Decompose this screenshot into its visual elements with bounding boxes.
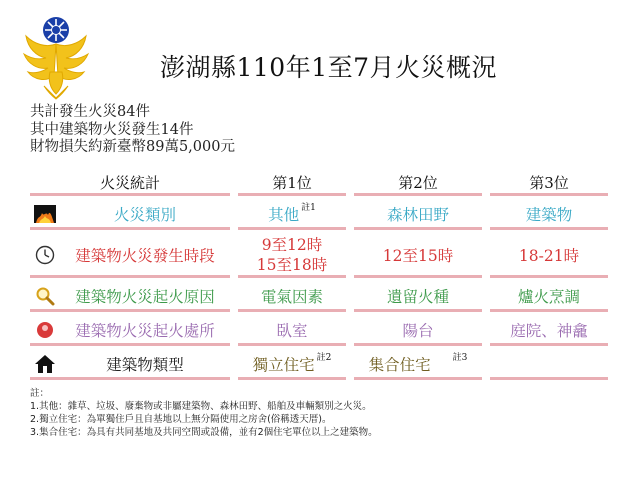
table-row (30, 348, 608, 380)
table-row (30, 232, 608, 278)
summary-building: 其中建築物火災發生14件 (30, 121, 194, 138)
row-label-time-period: 建築物火災發生時段 (30, 232, 230, 278)
footnotes (30, 387, 378, 439)
row4-rank1: 臥室 (238, 314, 346, 346)
footnote-3: 3.集合住宅：為具有共同基地及共同空間或設備，並有2個住宅單位以上之建築物。 (30, 427, 378, 438)
clock-icon (34, 244, 56, 266)
magnifier-icon (34, 285, 56, 307)
row4-rank3: 庭院、神龕 (490, 314, 608, 346)
location-pin-icon (34, 319, 56, 341)
row5-rank1: 獨立住宅 註2 (238, 348, 346, 380)
row3-rank2: 遺留火種 (354, 280, 482, 312)
flame-icon (34, 203, 56, 225)
summary-loss: 財物損失約新臺幣89萬5,000元 (30, 139, 235, 155)
row3-rank1: 電氣因素 (238, 280, 346, 312)
row-label-location: 建築物火災起火處所 (30, 314, 230, 346)
row1-rank2: 森林田野 (354, 198, 482, 230)
fire-department-emblem-icon (20, 14, 92, 100)
row2-rank3: 18-21時 (490, 232, 608, 278)
row-label-fire-category: 火災類別 (30, 198, 230, 230)
row5-rank2: 集合住宅 註3 (354, 348, 482, 380)
page-title: 澎湖縣110年1至7月火災概況 (160, 53, 498, 82)
row4-rank2: 陽台 (354, 314, 482, 346)
header-rank-1: 第1位 (238, 168, 346, 196)
table-row (30, 280, 608, 312)
footnote-1: 1.其他：雜草、垃圾、廢棄物或非屬建築物、森林田野、船舶及車輛類別之火災。 (30, 401, 372, 412)
row-label-cause: 建築物火災起火原因 (30, 280, 230, 312)
row5-rank3 (490, 348, 608, 380)
row-label-building-type: 建築物類型 (30, 348, 230, 380)
summary-block (30, 104, 235, 157)
table-row (30, 198, 608, 230)
header-rank-3: 第3位 (490, 168, 608, 196)
table-row (30, 314, 608, 346)
table-header-row (30, 168, 608, 196)
row2-rank1: 9至12時 15至18時 (238, 232, 346, 278)
footnote-2: 2.獨立住宅：為單獨住戶且自基地以上無分隔使用之房舍(俗稱透天厝)。 (30, 414, 332, 425)
header-rank-2: 第2位 (354, 168, 482, 196)
house-icon (34, 353, 56, 375)
row1-rank1: 其他 註1 (238, 198, 346, 230)
row2-rank2: 12至15時 (354, 232, 482, 278)
row3-rank3: 爐火烹調 (490, 280, 608, 312)
row1-rank3: 建築物 (490, 198, 608, 230)
footnote-heading: 註： (30, 388, 50, 399)
header-category: 火災統計 (30, 168, 230, 196)
summary-total: 共計發生火災84件 (30, 104, 150, 120)
